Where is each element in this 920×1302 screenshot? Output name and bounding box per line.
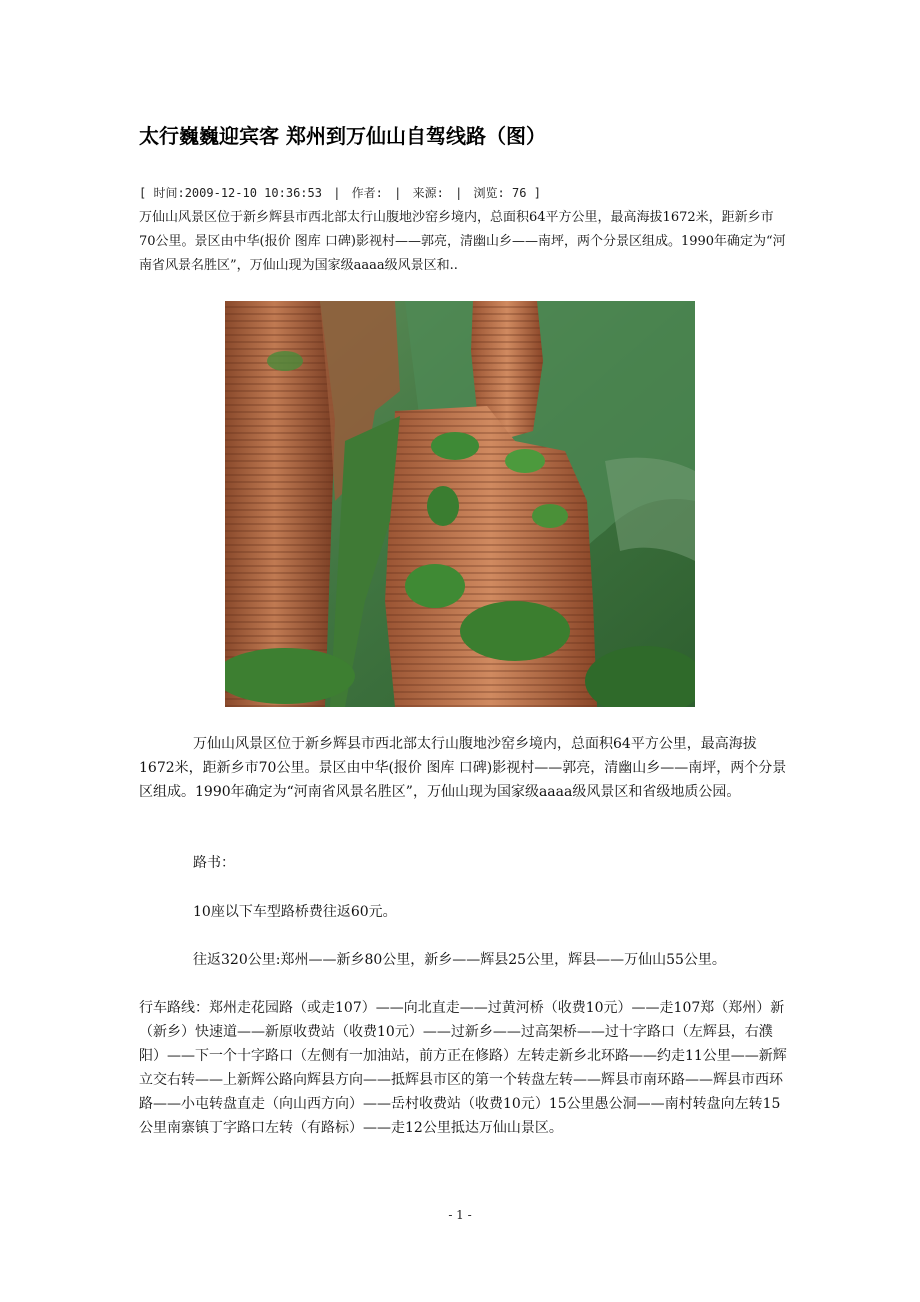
paragraph-route: 行车路线：郑州走花园路（或走107）——向北直走——过黄河桥（收费10元）——走107郑（郑州）新（新乡）快速道——新原收费站（收费10元）——过新乡——过高架桥——过十字路口（左辉县，右濮阳）——下一个十字路口（左侧有一加油站，前方正在修路）左转走新乡北环路——约走11公里——新辉立交右转——上新辉公路向辉县方向——抵辉县市区的第一个转盘左转——辉县市南环路——辉县市西环路——小屯转盘直走（向山西方向）——岳村收费站（收费10元）15公里愚公洞——南村转盘向左转15公里南寨镇丁字路口左转（有路标）——走12公里抵达万仙山景区。 bbox=[139, 1000, 787, 1136]
meta-separator: | bbox=[455, 186, 463, 200]
meta-open-bracket: [ bbox=[139, 186, 147, 200]
meta-views: 浏览: 76 bbox=[473, 186, 527, 200]
meta-separator: | bbox=[333, 186, 341, 200]
article-meta bbox=[139, 183, 541, 203]
paragraph-roadbook-heading: 路书： bbox=[193, 855, 235, 871]
meta-author: 作者: bbox=[351, 186, 383, 200]
meta-time: 时间:2009-12-10 10:36:53 bbox=[153, 186, 322, 200]
article-summary: 万仙山风景区位于新乡辉县市西北部太行山腹地沙窑乡境内，总面积64平方公里，最高海拔1672米，距新乡市70公里。景区由中华(报价 图库 口碑)影视村——郭亮，清幽山乡——南坪，两个分景区组成。1990年确定为“河南省风景名胜区”，万仙山现为国家级aaaa级风景区和.. bbox=[139, 210, 786, 273]
meta-close-bracket: ] bbox=[533, 186, 541, 200]
paragraph-distance: 往返320公里:郑州——新乡80公里，新乡——辉县25公里，辉县——万仙山55公里。 bbox=[193, 952, 726, 968]
page-number: - 1 - bbox=[448, 1208, 472, 1222]
paragraph-intro: 万仙山风景区位于新乡辉县市西北部太行山腹地沙窑乡境内，总面积64平方公里，最高海拔1672米，距新乡市70公里。景区由中华(报价 图库 口碑)影视村——郭亮，清幽山乡——南坪，两个分景区组成。1990年确定为“河南省风景名胜区”，万仙山现为国家级aaaa级风景区和省级地质公园。 bbox=[139, 736, 787, 800]
mountain-photo bbox=[225, 301, 695, 707]
article-title: 太行巍巍迎宾客 郑州到万仙山自驾线路（图） bbox=[139, 124, 546, 148]
meta-separator: | bbox=[394, 186, 402, 200]
meta-source: 来源: bbox=[412, 186, 444, 200]
paragraph-toll: 10座以下车型路桥费往返60元。 bbox=[193, 904, 397, 920]
